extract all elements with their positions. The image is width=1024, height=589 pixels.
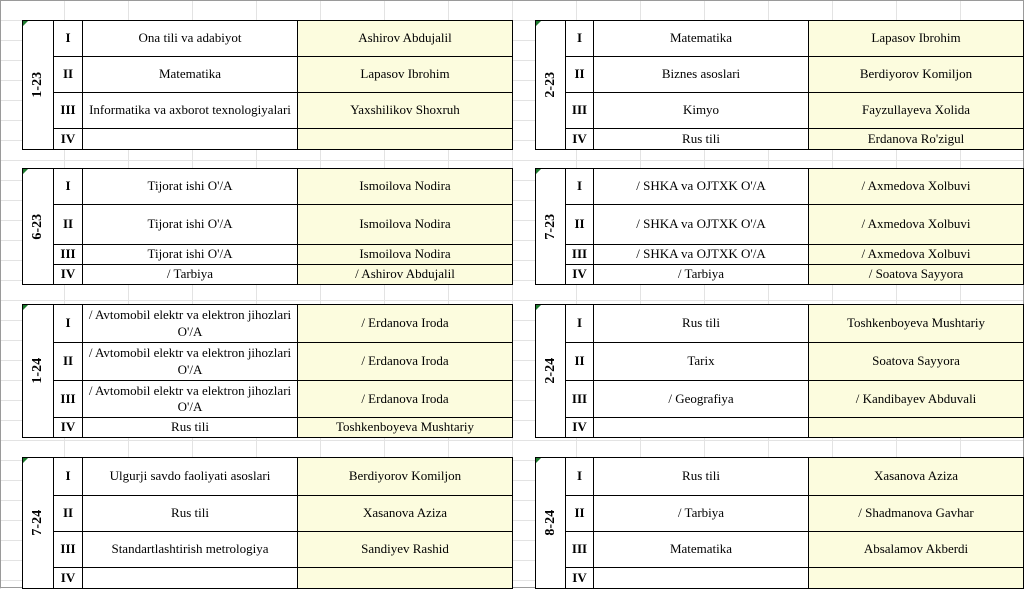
group-label-cell [23,458,54,589]
lesson-number: III [566,93,594,129]
teacher-cell[interactable]: Berdiyorov Komiljon [298,458,513,496]
teacher-cell[interactable] [298,129,513,150]
lesson-number: I [54,305,83,343]
lesson-number: I [566,169,594,205]
lesson-number: IV [566,418,594,438]
lesson-number: IV [54,265,83,285]
subject-cell[interactable]: Matematika [83,57,298,93]
teacher-cell[interactable]: Sandiyev Rashid [298,532,513,568]
group-label-cell [536,458,566,589]
teacher-cell[interactable]: Toshkenboyeva Mushtariy [298,418,513,438]
teacher-cell[interactable]: / Axmedova Xolbuvi [809,169,1024,205]
teacher-cell[interactable]: Xasanova Aziza [809,458,1024,496]
schedule-block-7-24 [22,457,512,588]
lesson-number: II [54,205,83,245]
subject-cell[interactable]: Ulgurji savdo faoliyati asoslari [83,458,298,496]
subject-cell[interactable] [594,568,809,589]
group-label: 7-24 [30,510,46,536]
schedule-block-1-23 [22,20,512,149]
lesson-number: I [54,458,83,496]
lesson-number: II [54,496,83,532]
subject-cell[interactable]: / Tarbiya [83,265,298,285]
lesson-number: I [54,169,83,205]
lesson-number: II [566,205,594,245]
teacher-cell[interactable]: Ismoilova Nodira [298,169,513,205]
subject-cell[interactable]: / SHKA va OJTXK O'/A [594,205,809,245]
teacher-cell[interactable]: Xasanova Aziza [298,496,513,532]
group-label-cell [536,305,566,438]
lesson-number: III [566,532,594,568]
lesson-number: II [566,57,594,93]
subject-cell[interactable]: Rus tili [594,458,809,496]
teacher-cell[interactable]: Ashirov Abdujalil [298,21,513,57]
subject-cell[interactable]: / Geografiya [594,381,809,418]
group-label: 6-23 [30,213,46,240]
lesson-number: IV [566,265,594,285]
lesson-number: III [54,532,83,568]
group-label-cell [23,21,54,150]
lesson-number: IV [566,568,594,589]
subject-cell[interactable]: Informatika va axborot texnologiyalari [83,93,298,129]
subject-cell[interactable]: / Tarbiya [594,265,809,285]
schedule-block-2-24 [535,304,1023,437]
teacher-cell[interactable]: / Soatova Sayyora [809,265,1024,285]
subject-cell[interactable]: Tijorat ishi O'/A [83,169,298,205]
subject-cell[interactable]: / SHKA va OJTXK O'/A [594,245,809,265]
subject-cell[interactable]: Matematika [594,21,809,57]
subject-cell[interactable] [83,568,298,589]
teacher-cell[interactable]: / Erdanova Iroda [298,343,513,381]
teacher-cell[interactable] [809,568,1024,589]
group-label-cell [23,169,54,285]
lesson-number: II [54,57,83,93]
subject-cell[interactable]: / Tarbiya [594,496,809,532]
teacher-cell[interactable]: / Shadmanova Gavhar [809,496,1024,532]
lesson-number: IV [54,129,83,150]
group-label-cell [536,169,566,285]
teacher-cell[interactable]: Fayzullayeva Xolida [809,93,1024,129]
lesson-number: III [54,245,83,265]
lesson-number: IV [54,568,83,589]
group-label: 1-24 [30,358,46,384]
teacher-cell[interactable]: Lapasov Ibrohim [298,57,513,93]
schedule-block-2-23 [535,20,1023,149]
lesson-number: I [566,21,594,57]
teacher-cell[interactable]: / Ashirov Abdujalil [298,265,513,285]
subject-cell[interactable]: / Avtomobil elektr va elektron jihozlari O'/A [83,305,298,343]
lesson-number: II [54,343,83,381]
subject-cell[interactable]: Tarix [594,343,809,381]
subject-cell[interactable]: Biznes asoslari [594,57,809,93]
teacher-cell[interactable]: Soatova Sayyora [809,343,1024,381]
group-label: 7-23 [542,213,558,240]
group-label: 1-23 [30,72,46,98]
subject-cell[interactable] [594,418,809,438]
group-label: 2-24 [542,358,558,384]
group-label-cell [536,21,566,150]
teacher-cell[interactable]: Toshkenboyeva Mushtariy [809,305,1024,343]
teacher-cell[interactable]: / Erdanova Iroda [298,305,513,343]
lesson-number: III [54,93,83,129]
teacher-cell[interactable] [298,568,513,589]
lesson-number: I [54,21,83,57]
subject-cell[interactable]: Rus tili [594,129,809,150]
subject-cell[interactable]: Kimyo [594,93,809,129]
lesson-number: III [54,381,83,418]
lesson-number: IV [566,129,594,150]
teacher-cell[interactable]: / Erdanova Iroda [298,381,513,418]
schedule-block-8-24 [535,457,1023,588]
teacher-cell[interactable]: / Axmedova Xolbuvi [809,245,1024,265]
teacher-cell[interactable]: / Kandibayev Abduvali [809,381,1024,418]
subject-cell[interactable]: Tijorat ishi O'/A [83,205,298,245]
subject-cell[interactable]: Rus tili [83,418,298,438]
group-label: 8-24 [542,510,558,536]
schedule-block-6-23 [22,168,512,284]
lesson-number: I [566,458,594,496]
subject-cell[interactable]: Tijorat ishi O'/A [83,245,298,265]
subject-cell[interactable]: / SHKA va OJTXK O'/A [594,169,809,205]
subject-cell[interactable]: Matematika [594,532,809,568]
teacher-cell[interactable]: Erdanova Ro'zigul [809,129,1024,150]
teacher-cell[interactable]: / Axmedova Xolbuvi [809,205,1024,245]
lesson-number: III [566,245,594,265]
subject-cell[interactable]: Standartlashtirish metrologiya [83,532,298,568]
subject-cell[interactable]: / Avtomobil elektr va elektron jihozlari O'/A [83,381,298,418]
subject-cell[interactable]: Ona tili va adabiyot [83,21,298,57]
subject-cell[interactable]: / Avtomobil elektr va elektron jihozlari O'/A [83,343,298,381]
subject-cell[interactable] [83,129,298,150]
lesson-number: II [566,496,594,532]
group-label: 2-23 [542,72,558,98]
lesson-number: IV [54,418,83,438]
teacher-cell[interactable] [809,418,1024,438]
teacher-cell[interactable]: Yaxshilikov Shoxruh [298,93,513,129]
teacher-cell[interactable]: Ismoilova Nodira [298,245,513,265]
teacher-cell[interactable]: Absalamov Akberdi [809,532,1024,568]
schedule-block-1-24 [22,304,512,437]
teacher-cell[interactable]: Lapasov Ibrohim [809,21,1024,57]
group-label-cell [23,305,54,438]
teacher-cell[interactable]: Berdiyorov Komiljon [809,57,1024,93]
subject-cell[interactable]: Rus tili [594,305,809,343]
teacher-cell[interactable]: Ismoilova Nodira [298,205,513,245]
subject-cell[interactable]: Rus tili [83,496,298,532]
lesson-number: III [566,381,594,418]
schedule-block-7-23 [535,168,1023,284]
lesson-number: I [566,305,594,343]
lesson-number: II [566,343,594,381]
